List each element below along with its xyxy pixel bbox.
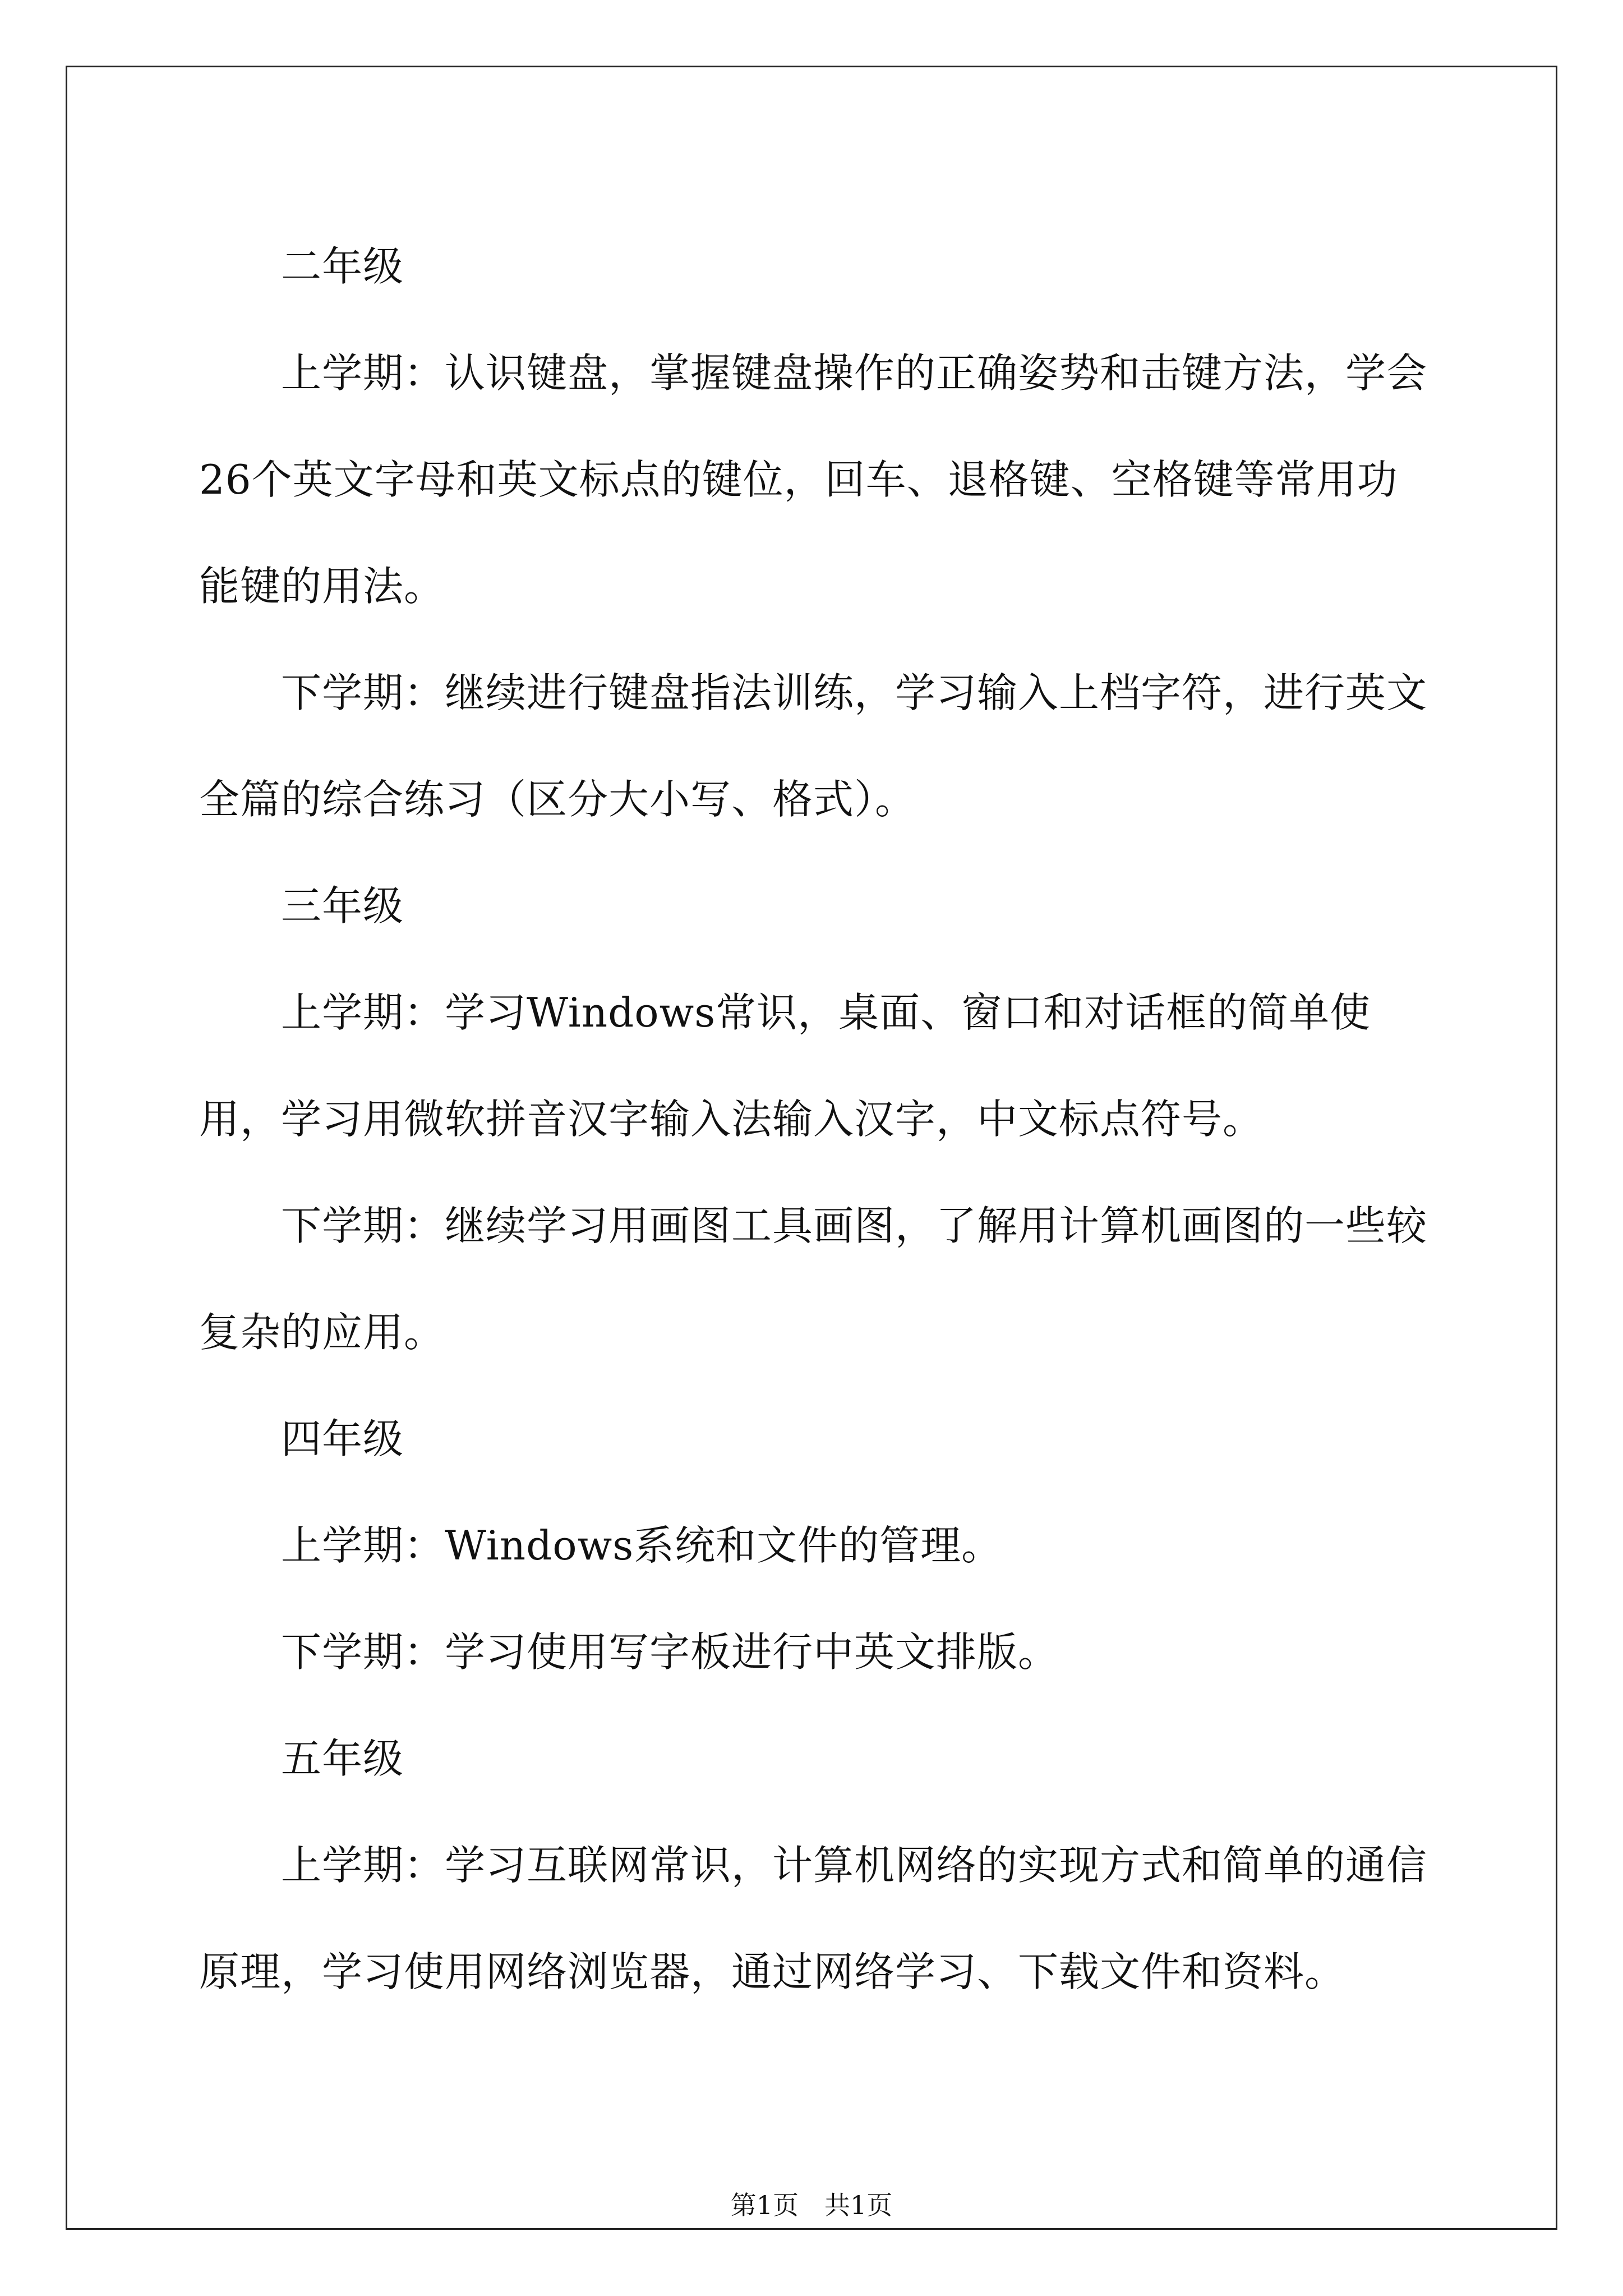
grade-4-second-term: 下学期：学习使用写字板进行中英文排版。 <box>281 1628 1059 1676</box>
grade-3-first-term: 上学期：学习Windows常识，桌面、窗口和对话框的简单使用，学习用微软拼音汉字输入法输入汉字，中文标点符号。 <box>199 989 1371 1143</box>
grade-3-second-term: 下学期：继续学习用画图工具画图，了解用计算机画图的一些较复杂的应用。 <box>199 1202 1428 1356</box>
section-heading-grade-5: 五年级 <box>281 1735 404 1782</box>
section-heading-grade-4: 四年级 <box>281 1415 404 1462</box>
grade-4-first-term: 上学期：Windows系统和文件的管理。 <box>281 1522 1003 1569</box>
document-body <box>199 213 1433 2025</box>
grade-2-second-term: 下学期：继续进行键盘指法训练，学习输入上档字符，进行英文全篇的综合练习（区分大小写、格式）。 <box>199 669 1428 823</box>
grade-2-first-term: 上学期：认识键盘，掌握键盘操作的正确姿势和击键方法，学会26个英文字母和英文标点的键位，回车、退格键、空格键等常用功能键的用法。 <box>199 349 1428 610</box>
section-heading-grade-3: 三年级 <box>281 882 404 930</box>
section-heading-grade-2: 二年级 <box>281 243 404 290</box>
page-number-footer: 第1页 共1页 <box>730 2190 893 2220</box>
grade-5-first-term: 上学期：学习互联网常识，计算机网络的实现方式和简单的通信原理，学习使用网络浏览器，通过网络学习、下载文件和资料。 <box>199 1842 1428 1995</box>
